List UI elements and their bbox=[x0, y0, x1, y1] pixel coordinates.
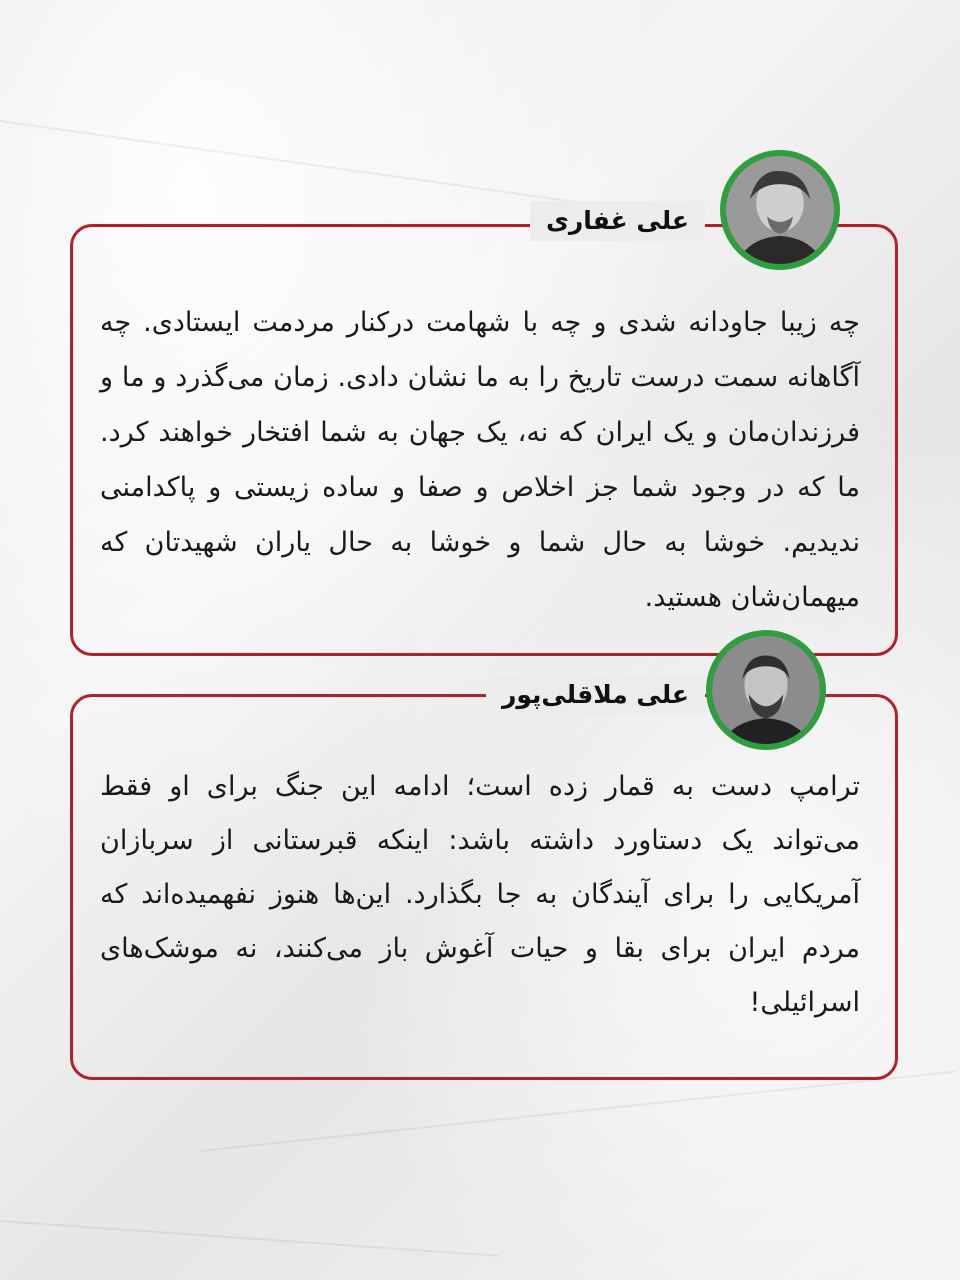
avatar bbox=[720, 150, 840, 270]
paper-crease bbox=[200, 1071, 956, 1152]
person-name: علی غفاری bbox=[530, 201, 705, 241]
quote-text: ترامپ دست به قمار زده است؛ ادامه این جنگ برای او فقط می‌تواند یک دستاورد داشته باشد: اینکه قبرستانی از سربازان آمریکایی را برای آیندگان به جا بگذارد. این‌ها هنوز نفهمیده‌اند که مردم ایران برای بقا و حیات آغوش باز می‌کنند، نه موشک‌های اسرائیلی! bbox=[100, 771, 860, 1018]
portrait-icon bbox=[712, 636, 820, 744]
paper-crease bbox=[0, 1220, 499, 1257]
quote-text: چه زیبا جاودانه شدی و چه با شهامت درکنار مردمت ایستادی. چه آگاهانه سمت درست تاریخ را به ما نشان دادی. زمان می‌گذرد و ما و فرزندان‌مان و یک ایران که نه، یک جهان به شما افتخار خواهند کرد. ما که در وجود شما جز اخلاص و صفا و ساده زیستی و پاکدامنی ندیدیم. خوشا به حال شما و خوشا به حال یاران شهیدتان که میهمان‌شان هستید. bbox=[100, 307, 860, 613]
avatar bbox=[706, 630, 826, 750]
person-name: علی ملاقلی‌پور bbox=[486, 675, 705, 715]
portrait-icon bbox=[726, 156, 834, 264]
